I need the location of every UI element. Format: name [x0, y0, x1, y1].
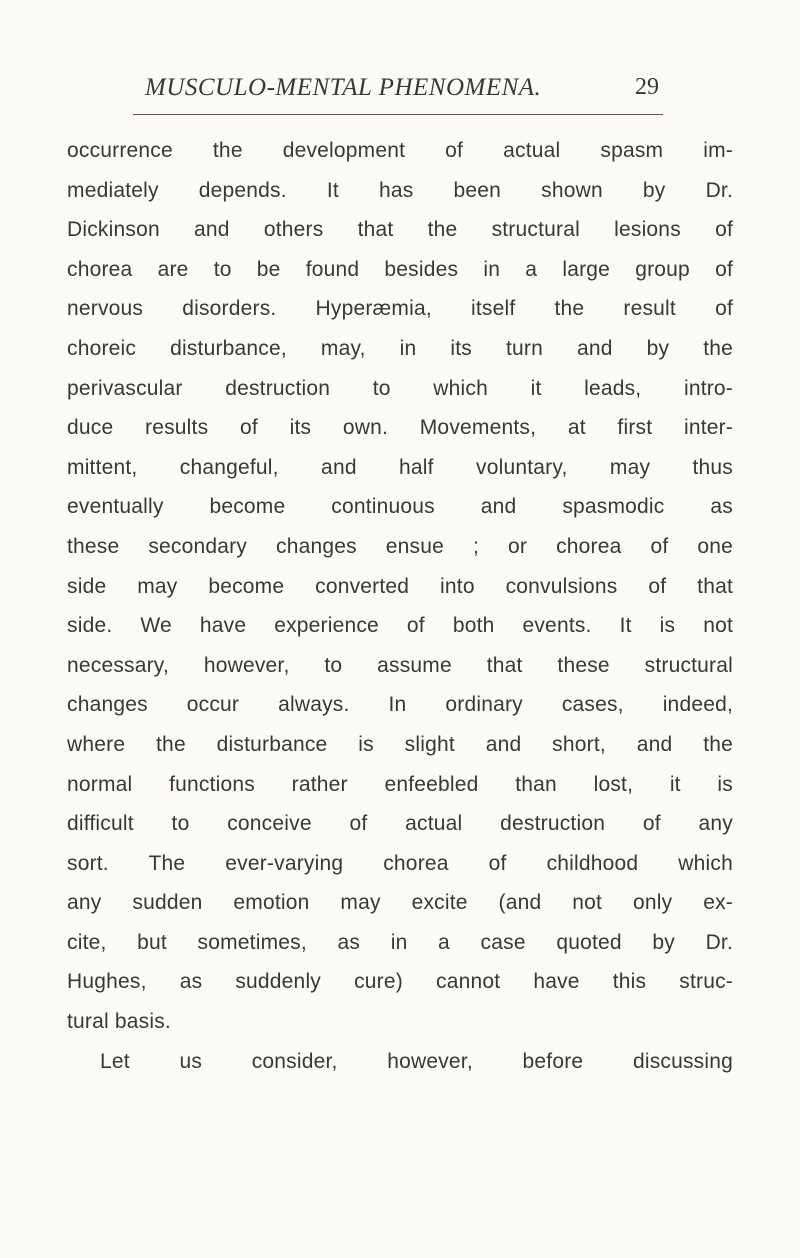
text-line: normal functions rather enfeebled than lost, it is: [67, 772, 733, 796]
text-line: any sudden emotion may excite (and not only ex-: [67, 891, 733, 915]
text-line: Hughes, as suddenly cure) cannot have this struc-: [67, 970, 733, 994]
text-line: cite, but sometimes, as in a case quoted by Dr.: [67, 930, 733, 954]
text-line: sort. The ever-varying chorea of childhood which: [67, 851, 733, 875]
page-number: 29: [635, 74, 659, 100]
text-line: occurrence the development of actual spasm im-: [67, 139, 733, 162]
text-line: perivascular destruction to which it leads, intro-: [67, 376, 733, 400]
text-line: side. We have experience of both events. It is not: [67, 614, 733, 638]
text-line: these secondary changes ensue ; or chorea of one: [67, 534, 733, 558]
text-line: tural basis.: [67, 1010, 171, 1034]
text-line: side may become converted into convulsions of that: [67, 574, 733, 598]
text-line: Dickinson and others that the structural lesions of: [67, 218, 733, 242]
text-line: where the disturbance is slight and short, and the: [67, 732, 733, 756]
text-line: choreic disturbance, may, in its turn and by the: [67, 336, 733, 360]
text-line: duce results of its own. Movements, at first inter-: [67, 416, 733, 440]
header-rule: [133, 114, 663, 115]
text-line: eventually become continuous and spasmodic as: [67, 495, 733, 519]
text-line: difficult to conceive of actual destruction of any: [67, 812, 733, 836]
text-line: Let us consider, however, before discussing: [100, 1049, 733, 1073]
running-head: [145, 74, 665, 106]
text-line: mittent, changeful, and half voluntary, may thus: [67, 455, 733, 479]
text-line: mediately depends. It has been shown by Dr.: [67, 178, 733, 202]
text-line: changes occur always. In ordinary cases, indeed,: [67, 693, 733, 717]
body-text: [67, 131, 733, 1081]
running-title: MUSCULO-MENTAL PHENOMENA.: [145, 74, 542, 101]
text-line: necessary, however, to assume that these structural: [67, 653, 733, 677]
text-line: nervous disorders. Hyperæmia, itself the result of: [67, 297, 733, 321]
text-line: chorea are to be found besides in a large group of: [67, 257, 733, 281]
